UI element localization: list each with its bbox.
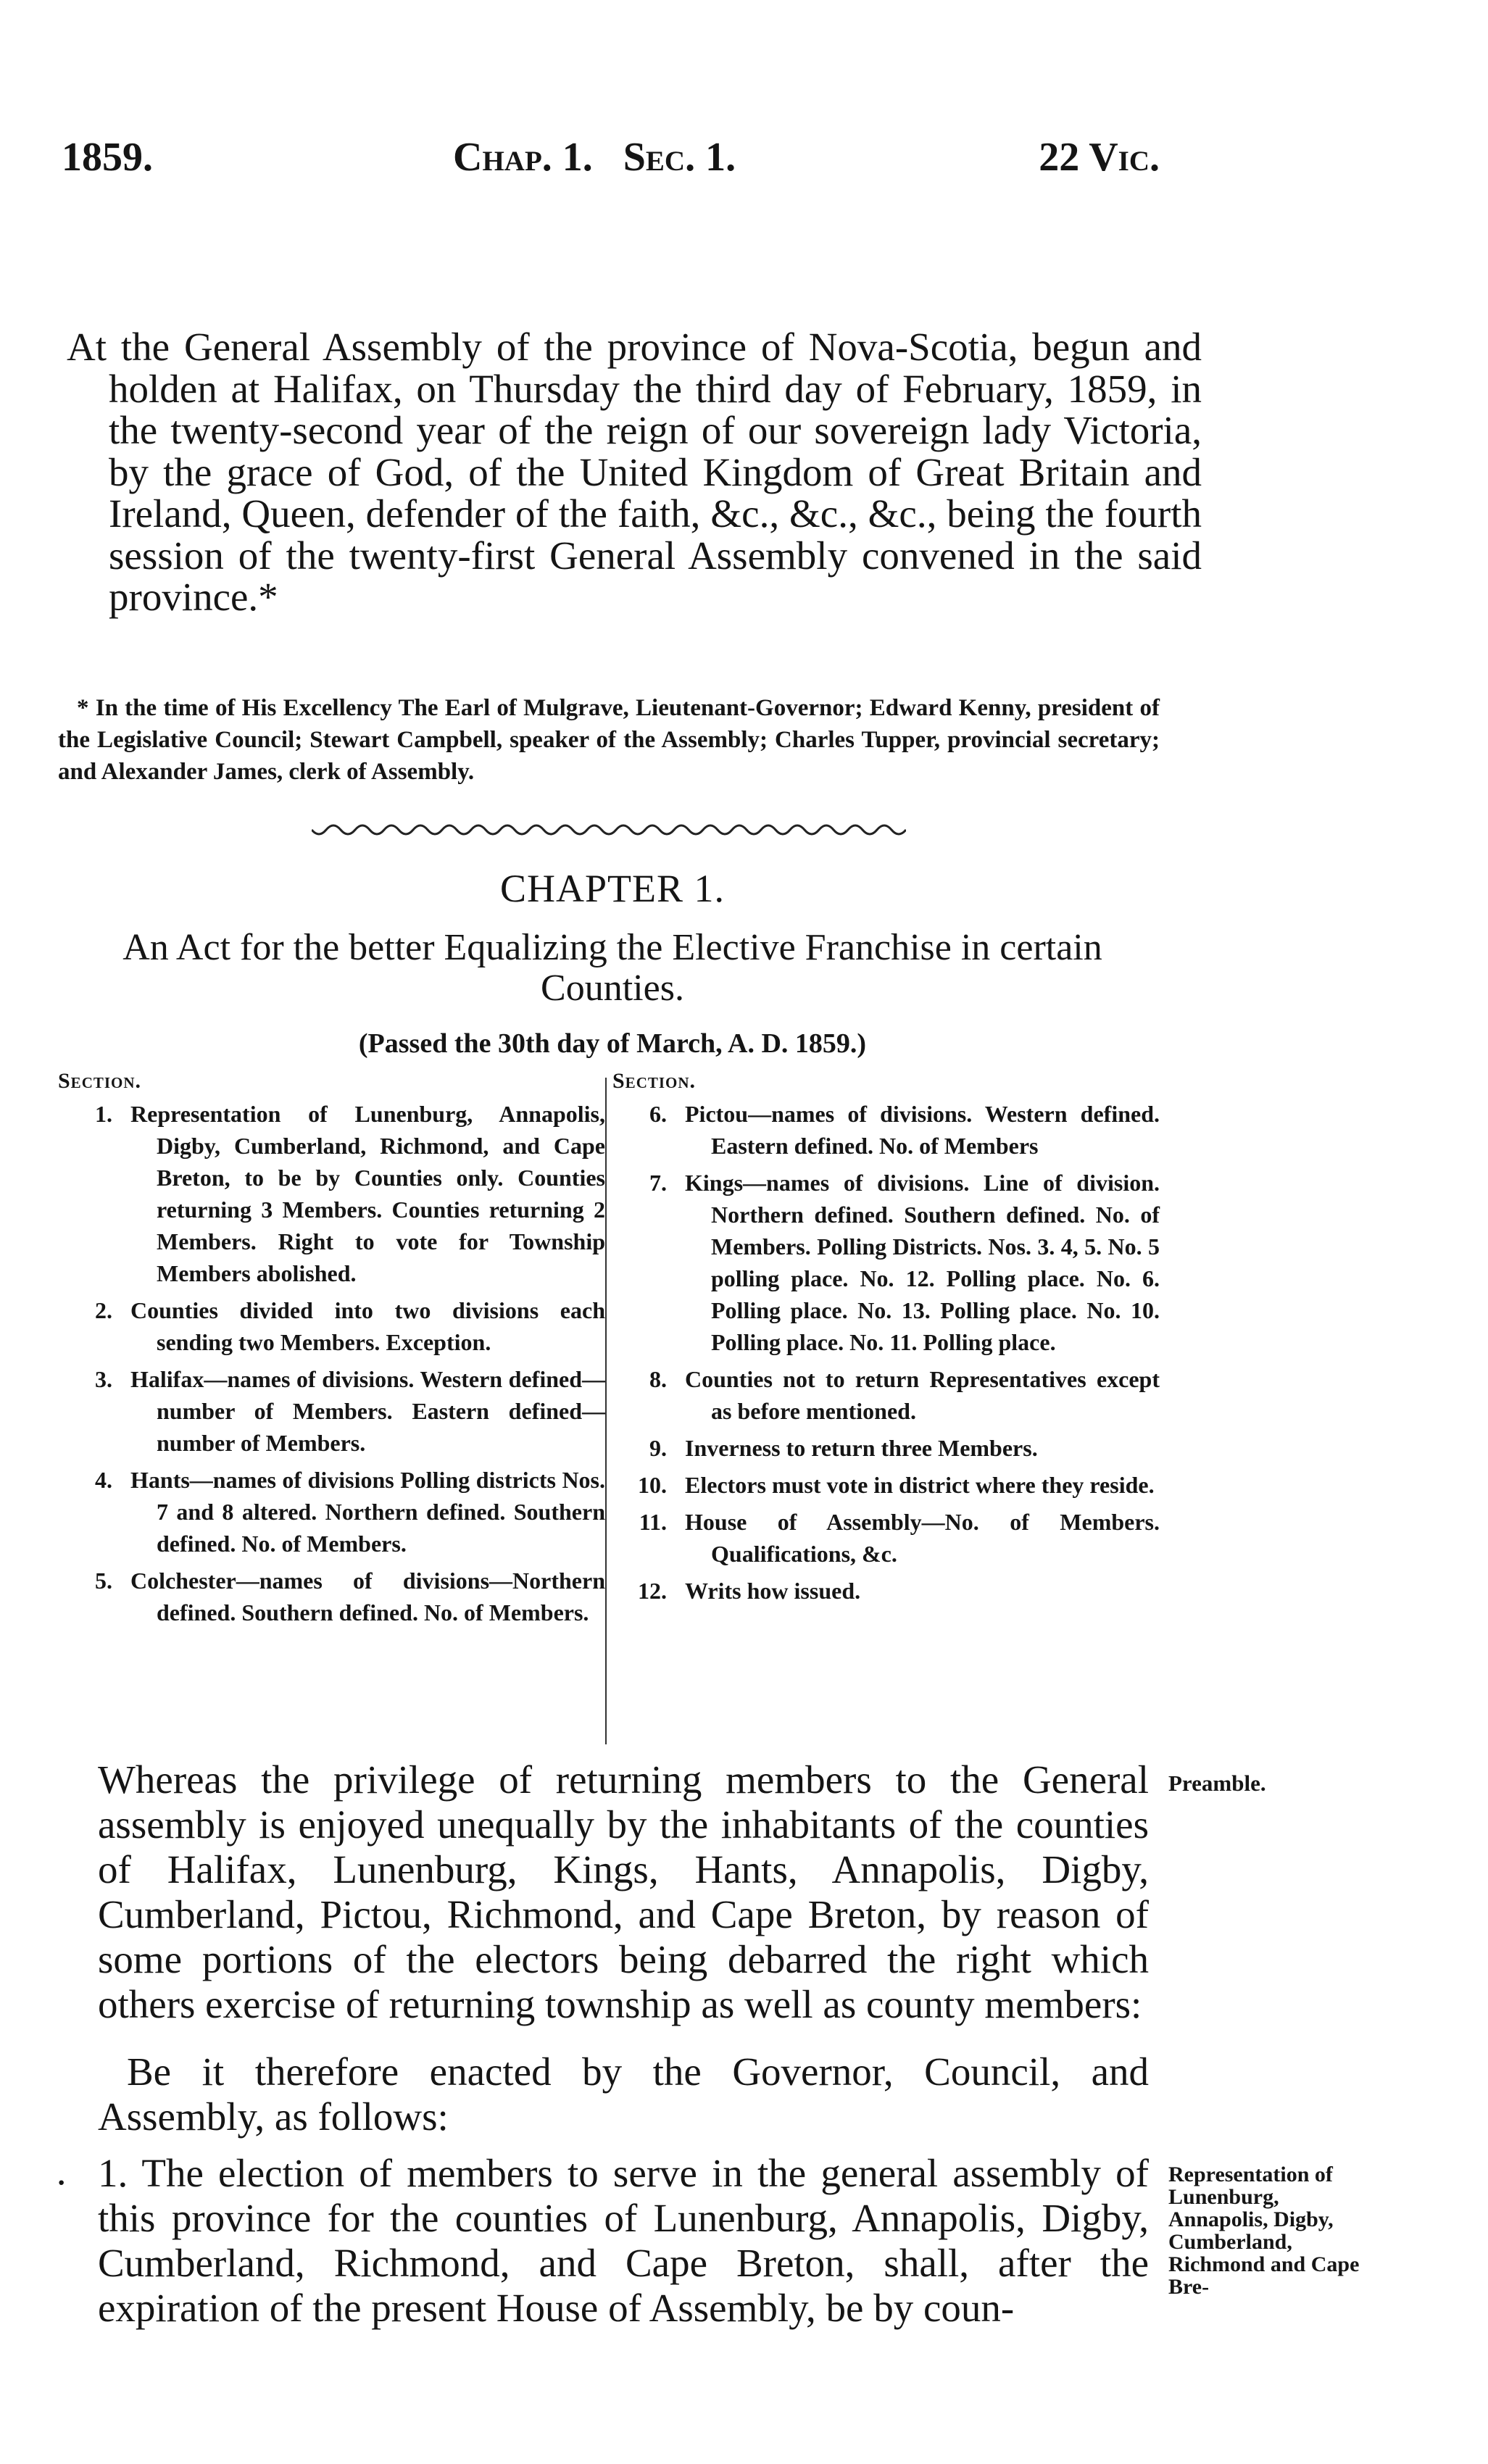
header-regnal-year: 22 Vic. — [1039, 135, 1160, 180]
toc-item-number: 4. — [95, 1467, 112, 1493]
toc-item-number: 7. — [649, 1170, 667, 1196]
toc-right-column — [612, 1069, 1160, 1612]
toc-heading: Section. — [612, 1069, 697, 1093]
toc-item-number: 1. — [95, 1101, 112, 1127]
toc-item-text: Inverness to return three Members. — [685, 1435, 1038, 1461]
section-1-paragraph: 1. The election of members to serve in the general assembly of this province for the counties of Lunenburg, Annapolis, Digby, Cumberland, Richmond, and Cape Breton, shall, after the expiration of the present House of Assembly, be by coun- — [98, 2151, 1149, 2330]
toc-item-text: House of Assembly—No. of Members. Qualifications, &c. — [685, 1509, 1160, 1567]
wavy-divider — [312, 823, 906, 844]
toc-item-number: 9. — [649, 1435, 667, 1461]
toc-item-number: 10. — [638, 1472, 667, 1498]
toc-item-text: Counties divided into two divisions each sending two Members. Exception. — [130, 1297, 605, 1355]
chapter-title: CHAPTER 1. — [499, 867, 726, 910]
toc-item-number: 2. — [95, 1297, 112, 1323]
header-year: 1859. — [62, 135, 153, 180]
running-header — [62, 134, 1160, 192]
footnote: * In the time of His Excellency The Earl of Mulgrave, Lieutenant-Governor; Edward Kenny, president of the Legislative Council; Stewart Campbell, speaker of the Assembly; Charles Tupper, provincial secretary; and Alexander James, clerk of Assembly. — [58, 695, 1160, 785]
toc-item-text: Halifax—names of divisions. Western defined—number of Members. Eastern defined—number of Members. — [130, 1366, 605, 1456]
toc-item — [612, 1575, 1160, 1607]
toc-item — [58, 1098, 605, 1289]
toc-item — [612, 1432, 1160, 1464]
toc-item-number: 3. — [95, 1366, 112, 1392]
toc-item-number: 6. — [649, 1101, 667, 1127]
enactment-clause: Be it therefore enacted by the Governor, Council, and Assembly, as follows: — [98, 2049, 1149, 2139]
toc-item — [58, 1565, 605, 1628]
passed-date: (Passed the 30th day of March, A. D. 1859.) — [358, 1028, 867, 1059]
toc-item — [58, 1294, 605, 1358]
toc-item — [612, 1469, 1160, 1501]
margin-note-representation: Representation of Lunenburg, Annapolis, Digby, Cumberland, Richmond and Cape Bre- — [1168, 2163, 1360, 2299]
toc-item-text: Electors must vote in district where they reside. — [685, 1472, 1155, 1498]
toc-item-number: 12. — [638, 1578, 667, 1604]
toc-item — [612, 1363, 1160, 1427]
toc-item-number: 5. — [95, 1568, 112, 1594]
toc-item-text: Hants—names of divisions Polling districts Nos. 7 and 8 altered. Northern defined. Southern defined. No. of Members. — [130, 1467, 605, 1557]
section-table-of-contents — [58, 1069, 1160, 1750]
toc-left-column — [58, 1069, 605, 1633]
toc-item-text: Writs how issued. — [685, 1578, 861, 1604]
toc-item — [58, 1363, 605, 1459]
margin-mark: · — [57, 2166, 67, 2199]
preamble-paragraph: Whereas the privilege of returning members to the General assembly is enjoyed unequally by the inhabitants of the counties of Halifax, Lunenburg, Kings, Hants, Annapolis, Digby, Cumberland, Pictou, Richmond, and Cape Breton, by reason of some portions of the electors being debarred the right which others exercise of returning township as well as county members: — [98, 1757, 1149, 2026]
toc-item-number: 8. — [649, 1366, 667, 1392]
toc-item-number: 11. — [639, 1509, 667, 1535]
assembly-intro: At the General Assembly of the province of Nova-Scotia, begun and holden at Halifax, on Thursday the third day of February, 1859, in the twenty-second year of the reign of our sovereign lady Victoria, by the grace of God, of the United Kingdom of Great Britain and Ireland, Queen, defender of the faith, &c., &c., &c., being the fourth session of the twenty-first General Assembly convened in the said province.* — [67, 325, 1202, 619]
toc-item-text: Colchester—names of divisions—Northern defined. Southern defined. No. of Members. — [130, 1568, 605, 1626]
header-chapter-section: Chap. 1. Sec. 1. — [453, 135, 736, 180]
toc-item-text: Representation of Lunenburg, Annapolis, Digby, Cumberland, Richmond, and Cape Breton, to be by Counties only. Counties returning 3 Members. Counties returning 2 Members. Right to vote for Township Members abolished. — [130, 1101, 605, 1286]
toc-item — [612, 1167, 1160, 1358]
act-title: An Act for the better Equalizing the Elective Franchise in certain Counties. — [122, 927, 1102, 1009]
toc-item — [612, 1506, 1160, 1570]
toc-item-text: Counties not to return Representatives except as before mentioned. — [685, 1366, 1160, 1424]
toc-item — [612, 1098, 1160, 1162]
toc-item — [58, 1464, 605, 1560]
margin-note-preamble: Preamble. — [1168, 1770, 1266, 1796]
toc-heading: Section. — [58, 1069, 142, 1093]
toc-column-rule — [605, 1078, 607, 1744]
toc-item-text: Pictou—names of divisions. Western defined. Eastern defined. No. of Members — [685, 1101, 1160, 1159]
toc-item-text: Kings—names of divisions. Line of division. Northern defined. Southern defined. No. of Members. Polling Districts. Nos. 3. 4, 5. No. 5 polling place. No. 12. Polling place. No. 6. Polling place. No. 13. Polling place. No. 10. Polling place. No. 11. Polling place. — [685, 1170, 1160, 1355]
